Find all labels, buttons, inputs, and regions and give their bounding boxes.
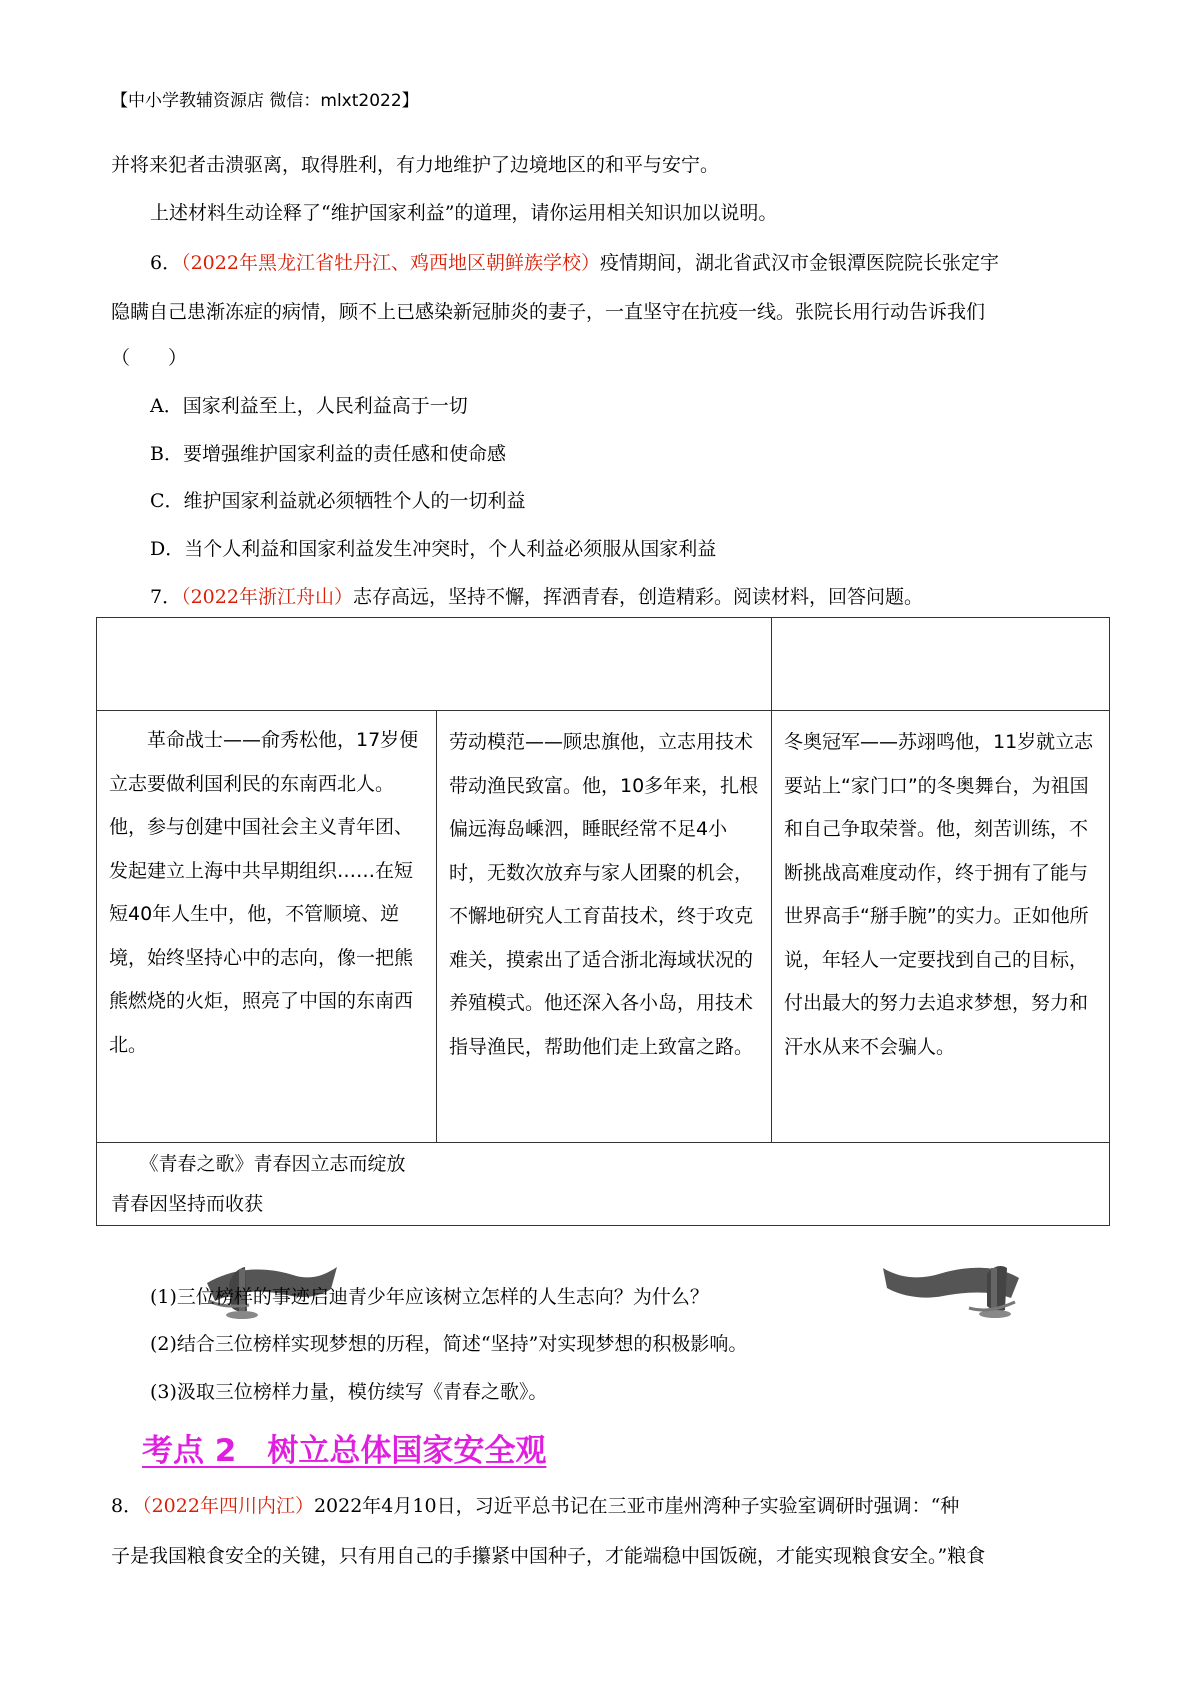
option-d: D．当个人利益和国家利益发生冲突时，个人利益必须服从国家利益 bbox=[150, 538, 717, 560]
subquestion-2: (2)结合三位榜样实现梦想的历程，简述“坚持”对实现梦想的积极影响。 bbox=[150, 1333, 748, 1355]
question-8-line1 bbox=[111, 1493, 959, 1519]
hero-text-su-yiming: 冬奥冠军——苏翊鸣他，11岁就立志要站上“家门口”的冬奥舞台，为祖国和自己争取荣誉。他，刻苦训练，不断挑战高难度动作，终于拥有了能与世界高手“掰手腕”的实力。正如他所说，年轻人一定要找到自己的目标，付出最大的努力去追求梦想，努力和汗水从来不会骗人。 bbox=[784, 731, 1094, 1058]
q5-prompt: 上述材料生动诠释了“维护国家利益”的道理，请你运用相关知识加以说明。 bbox=[150, 202, 778, 224]
ribbon-banner-right-icon bbox=[879, 1252, 1029, 1322]
poem-cell bbox=[97, 1143, 1110, 1226]
option-b: B．要增强维护国家利益的责任感和使命感 bbox=[150, 443, 506, 465]
hero-text-gu-zhongqi: 劳动模范——顾忠旗他，立志用技术带动渔民致富。他，10多年来，扎根偏远海岛嵊泗，睡眠经常不足4小时，无数次放弃与家人团聚的机会，不懈地研究人工育苗技术，终于攻克难关，摸索出了适合浙北海域状况的养殖模式。他还深入各小岛，用技术指导渔民，帮助他们走上致富之路。 bbox=[449, 731, 759, 1058]
q5-tail-text: 并将来犯者击溃驱离，取得胜利，有力地维护了边境地区的和平与安宁。 bbox=[111, 154, 720, 176]
section-heading: 考点 2 树立总体国家安全观 bbox=[142, 1433, 547, 1469]
question-6-text: 疫情期间，湖北省武汉市金银潭医院院长张定宇 bbox=[599, 252, 999, 274]
question-7-line bbox=[150, 584, 923, 610]
banner-cell-left bbox=[97, 618, 772, 711]
hero-cell-yu-xiusong bbox=[97, 711, 437, 1143]
hero-text-yu-xiusong: 革命战士——俞秀松他，17岁便立志要做利国利民的东南西北人。他，参与创建中国社会主义青年团、发起建立上海中共早期组织……在短短40年人生中，他，不管顺境、逆境，始终坚持心中的志向，像一把熊熊燃烧的火炬，照亮了中国的东南西北。 bbox=[109, 729, 419, 1056]
question-8-text: 2022年4月10日，习近平总书记在三亚市崖州湾种子实验室调研时强调：“种 bbox=[313, 1495, 960, 1517]
question-6-line2: 隐瞒自己患渐冻症的病情，顾不上已感染新冠肺炎的妻子，一直坚守在抗疫一线。张院长用行动告诉我们 bbox=[111, 301, 986, 323]
watermark-header: 【中小学教辅资源店 微信：mlxt2022】 bbox=[111, 91, 419, 111]
question-7-text: 志存高远，坚持不懈，挥洒青春，创造精彩。阅读材料，回答问题。 bbox=[352, 586, 923, 608]
question-6-line1 bbox=[150, 250, 999, 276]
poem-line-1: 《青春之歌》青春因立志而绽放 bbox=[111, 1153, 406, 1175]
material-table bbox=[96, 617, 1110, 1226]
question-7-source: （2022年浙江舟山） bbox=[181, 586, 353, 608]
hero-cell-gu-zhongqi bbox=[437, 711, 772, 1143]
question-7-number: 7． bbox=[150, 586, 182, 608]
option-c: C．维护国家利益就必须牺牲个人的一切利益 bbox=[150, 490, 526, 512]
subquestion-3: (3)汲取三位榜样力量，模仿续写《青春之歌》。 bbox=[150, 1381, 548, 1403]
question-8-number: 8． bbox=[111, 1495, 143, 1517]
hero-cell-su-yiming bbox=[772, 711, 1110, 1143]
option-a: A．国家利益至上，人民利益高于一切 bbox=[150, 395, 468, 417]
question-8-source: （2022年四川内江） bbox=[142, 1495, 314, 1517]
question-8-line2: 子是我国粮食安全的关键，只有用自己的手攥紧中国种子，才能端稳中国饭碗，才能实现粮食安全。”粮食 bbox=[111, 1545, 986, 1567]
question-6-source: （2022年黑龙江省牡丹江、鸡西地区朝鲜族学校） bbox=[181, 252, 600, 274]
poem-line-2: 青春因坚持而收获 bbox=[111, 1193, 264, 1215]
subquestion-1: (1)三位榜样的事迹启迪青少年应该树立怎样的人生志向？为什么？ bbox=[150, 1286, 709, 1308]
question-6-number: 6． bbox=[150, 252, 182, 274]
answer-paren: （ ） bbox=[111, 347, 188, 369]
banner-cell-right bbox=[772, 618, 1110, 711]
